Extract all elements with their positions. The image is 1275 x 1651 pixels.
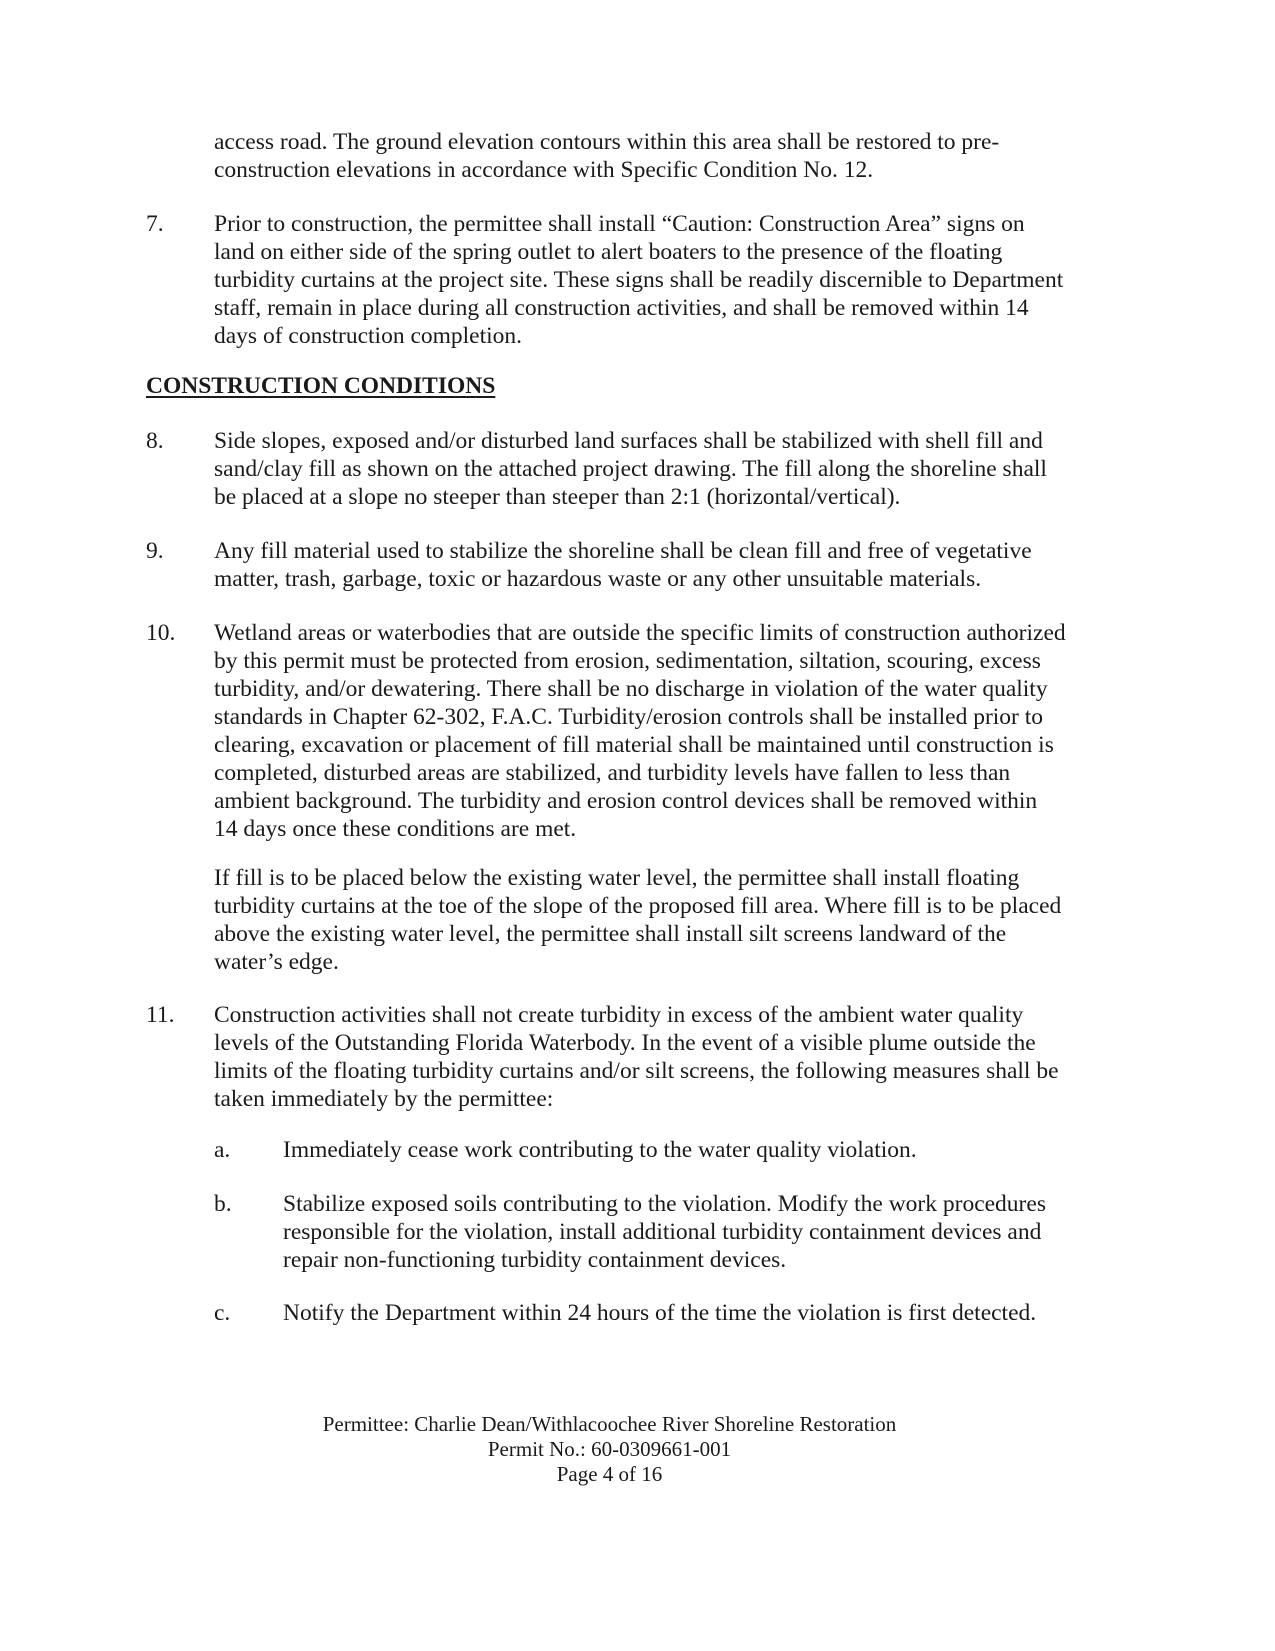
item-text: Construction activities shall not create turbidity in excess of the ambient water quality levels of the Outstanding Florida Waterbody. In the event of a visible plume outside the limits of the floating turbidity curtains and/or silt screens, the following measures shall be taken immediately by the permittee: <box>214 1002 1059 1112</box>
footer-permittee: Permittee: Charlie Dean/Withlacoochee River Shoreline Restoration <box>322 1412 897 1436</box>
section-heading: CONSTRUCTION CONDITIONS <box>146 373 496 399</box>
intro-paragraph: access road. The ground elevation contours within this area shall be restored to pre-construction elevations in accordance with Specific Condition No. 12. <box>214 129 1000 183</box>
item-text: Any fill material used to stabilize the shoreline shall be clean fill and free of vegetative matter, trash, garbage, toxic or hazardous waste or any other unsuitable materials. <box>214 538 1032 592</box>
subitem-text: Notify the Department within 24 hours of the time the violation is first detected. <box>283 1300 1037 1326</box>
item-number: 11. <box>146 1002 175 1028</box>
item-text: Side slopes, exposed and/or disturbed land surfaces shall be stabilized with shell fill and sand/clay fill as shown on the attached project drawing. The fill along the shoreline shall be placed at a slope no steeper than steeper than 2:1 (horizontal/vertical). <box>214 428 1047 510</box>
subitem-letter: b. <box>214 1191 232 1217</box>
item-text: Prior to construction, the permittee shall install “Caution: Construction Area” signs on land on either side of the spring outlet to alert boaters to the presence of the floating turbidity curtains at the project site. These signs shall be readily discernible to Department staff, remain in place during all construction activities, and shall be removed within 14 days of construction completion. <box>214 211 1064 349</box>
item-number: 7. <box>146 211 164 237</box>
subitem-text: Stabilize exposed soils contributing to the violation. Modify the work procedures responsible for the violation, install additional turbidity containment devices and repair non-functioning turbidity containment devices. <box>283 1191 1046 1273</box>
item-number: 8. <box>146 428 164 454</box>
item-text: Wetland areas or waterbodies that are outside the specific limits of construction authorized by this permit must be protected from erosion, sedimentation, siltation, scouring, excess turbidity, and/or dewatering. There shall be no discharge in violation of the water quality standards in Chapter 62-302, F.A.C. Turbidity/erosion controls shall be installed prior to clearing, excavation or placement of fill material shall be maintained until construction is completed, disturbed areas are stabilized, and turbidity levels have fallen to less than ambient background. The turbidity and erosion control devices shall be removed within 14 days once these conditions are met. <box>214 620 1066 842</box>
footer-page-number: Page 4 of 16 <box>556 1462 663 1486</box>
item-number: 9. <box>146 538 164 564</box>
item-number: 10. <box>146 620 176 646</box>
subitem-letter: c. <box>214 1300 231 1326</box>
page-footer <box>0 1412 1247 1487</box>
subitem-letter: a. <box>214 1137 231 1163</box>
subitem-text: Immediately cease work contributing to the water quality violation. <box>283 1137 917 1163</box>
footer-permit-number: Permit No.: 60-0309661-001 <box>487 1437 732 1461</box>
item-continuation: If fill is to be placed below the existing water level, the permittee shall install floating turbidity curtains at the toe of the slope of the proposed fill area. Where fill is to be placed above the existing water level, the permittee shall install silt screens landward of the water’s edge. <box>214 865 1062 975</box>
